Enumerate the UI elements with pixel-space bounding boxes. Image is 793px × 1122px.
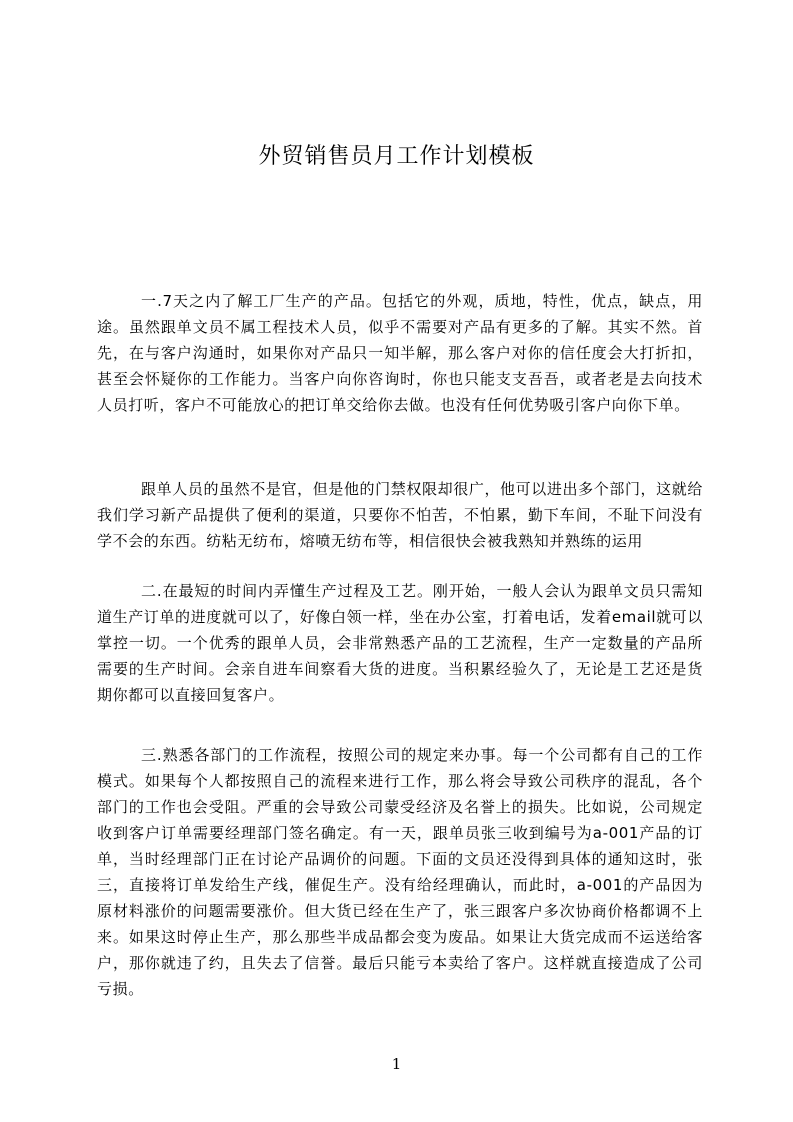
paragraph-1: 一.7天之内了解工厂生产的产品。包括它的外观，质地，特性，优点，缺点，用途。虽然跟单文员不属工程技术人员，似乎不需要对产品有更多的了解。其实不然。首先，在与客户沟通时，如果你对产品只一知半解，那么客户对你的信任度会大打折扣，甚至会怀疑你的工作能力。当客户向你咨询时，你也只能支支吾吾，或者老是去向技术人员打听，客户不可能放心的把订单交给你去做。也没有任何优势吸引客户向你下单。 (97, 292, 703, 414)
paragraph-3: 二.在最短的时间内弄懂生产过程及工艺。刚开始，一般人会认为跟单文员只需知道生产订单的进度就可以了，好像白领一样，坐在办公室，打着电话，发着email就可以掌控一切。一个优秀的跟单人员，会非常熟悉产品的工艺流程，生产一定数量的产品所需要的生产时间。会亲自进车间察看大货的进度。当积累经验久了，无论是工艺还是货期你都可以直接回复客户。 (97, 582, 703, 704)
paragraph-4: 三.熟悉各部门的工作流程，按照公司的规定来办事。每一个公司都有自己的工作模式。如果每个人都按照自己的流程来进行工作，那么将会导致公司秩序的混乱，各个部门的工作也会受阻。严重的会导致公司蒙受经济及名誉上的损失。比如说，公司规定收到客户订单需要经理部门签名确定。有一天，跟单员张三收到编号为a-001产品的订单，当时经理部门正在讨论产品调价的问题。下面的文员还没得到具体的通知这时，张三，直接将订单发给生产线，催促生产。没有给经理确认，而此时，a-001的产品因为原材料涨价的问题需要涨价。但大货已经在生产了，张三跟客户多次协商价格都调不上来。如果这时停止生产，那么那些半成品都会变为废品。如果让大货完成而不运送给客户，那你就违了约，且失去了信誉。最后只能亏本卖给了客户。这样就直接造成了公司亏损。 (97, 746, 703, 998)
document-title: 外贸销售员月工作计划模板 (258, 144, 535, 169)
page-number: 1 (391, 1055, 402, 1073)
paragraph-2: 跟单人员的虽然不是官，但是他的门禁权限却很广，他可以进出多个部门，这就给我们学习新产品提供了便利的渠道，只要你不怕苦，不怕累，勤下车间，不耻下问没有学不会的东西。纺粘无纺布，熔喷无纺布等，相信很快会被我熟知并熟练的运用 (97, 480, 703, 550)
